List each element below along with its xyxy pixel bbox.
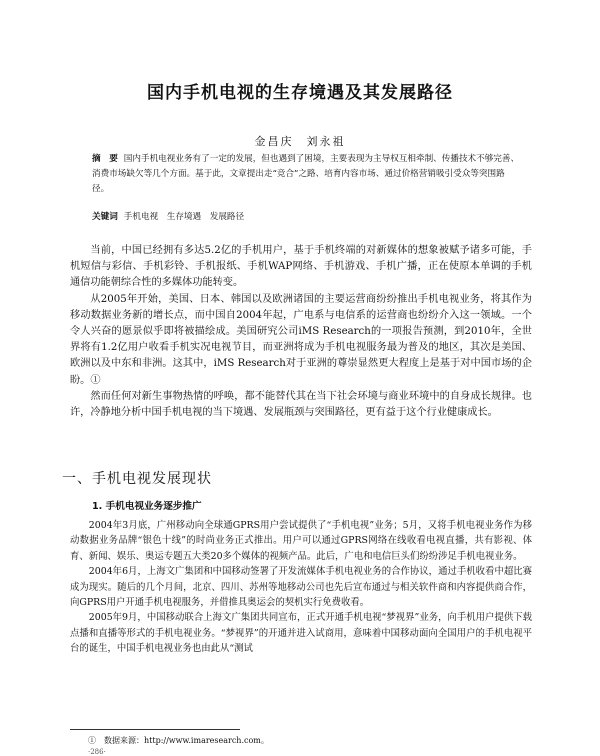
subsection-heading: 1. 手机电视业务逐步推广: [92, 501, 202, 512]
intro-body: [70, 243, 532, 421]
keywords: [92, 210, 520, 222]
paragraph: 从2005年开始，美国、日本、韩国以及欧洲诸国的主要运营商纷纷推出手机电视业务，将其作为移动数据业务新的增长点，而中国自2004年起，广电系与电信系的运营商也纷纷介入这一领域。一个令人兴奋的愿景似乎即将被描绘成。美国研究公司iMS Research的一项报告预测，到2010年，全世界将有1.2亿用户收看手机实况电视节目，而亚洲将成为手机电视服务最为普及的地区，其次是美国、欧洲以及中东和非洲。这其中，iMS Research对于亚洲的尊崇显然更大程度上是基于对中国市场的企盼。①: [70, 293, 532, 386]
article-title: 国内手机电视的生存境遇及其发展路径: [147, 83, 453, 103]
abstract-label: 摘 要: [92, 154, 118, 164]
abstract-text: 国内手机电视业务有了一定的发展，但也遇到了困境，主要表现为主导权互相牵制、传播技术不够完善、消费市场缺欠等几个方面。基于此，文章提出走“竞合”之路、培育内容市场、通过价格营销吸引受众等突围路径。: [92, 154, 520, 194]
paragraph: 2004年3月底，广州移动向全球通GPRS用户尝试提供了“手机电视”业务；5月，又将手机电视业务作为移动数据业务品牌“银色十线”的时尚业务正式推出。用户可以通过GPRS网络在线收看电视直播，共有影视、体育、新闻、娱乐、奥运专题五大类20多个媒体的视频产品。此后，广电和电信巨头们纷纷涉足手机电视业务。: [70, 520, 532, 562]
footnote-divider: [70, 729, 240, 730]
paragraph: 当前，中国已经拥有多达5.2亿的手机用户，基于手机终端的对新媒体的想象被赋予诸多可能，手机短信与彩信、手机彩铃、手机报纸、手机WAP网络、手机游戏、手机广播，正在使原本单调的手机通信功能朝综合性的多媒体功能转变。: [70, 245, 532, 289]
keywords-label: 关键词: [92, 212, 118, 222]
authors: 金昌庆 刘永祖: [254, 135, 346, 148]
footnote: ① 数据来源：http://www.imaresearch.com。: [88, 736, 269, 745]
keywords-text: 手机电视 生存境遇 发展路径: [123, 212, 245, 222]
paragraph: 2005年9月，中国移动联合上海文广集团共同宣布，正式开通手机电视“梦视界”业务，向手机用户提供下载点播和直播等形式的手机电视业务。“梦视界”的开通并进入试商用，意味着中国移动面向全国用户的手机电视平台的诞生，中国手机电视业务也由此从“测试: [70, 612, 532, 655]
section-heading: 一、手机电视发展现状: [62, 471, 212, 487]
abstract: [92, 152, 520, 197]
section-body: [70, 518, 532, 657]
paragraph: 然而任何对新生事物热情的呼唤，都不能替代其在当下社会环境与商业环境中的自身成长规律。也许，冷静地分析中国手机电视的当下境遇、发展瓶颈与突围路径，更有益于这个行业健康成长。: [70, 390, 532, 419]
page-number: ·286·: [88, 748, 106, 756]
paragraph: 2004年6月，上海文广集团和中国移动签署了开发流媒体手机电视业务的合作协议，通过手机收看中超比赛成为现实。随后的几个月间，北京、四川、苏州等地移动公司也先后宣布通过与相关软件商和内容提供商合作，向GPRS用户开通手机电视服务，并借推具奥运会的契机实行免费收看。: [70, 566, 532, 609]
